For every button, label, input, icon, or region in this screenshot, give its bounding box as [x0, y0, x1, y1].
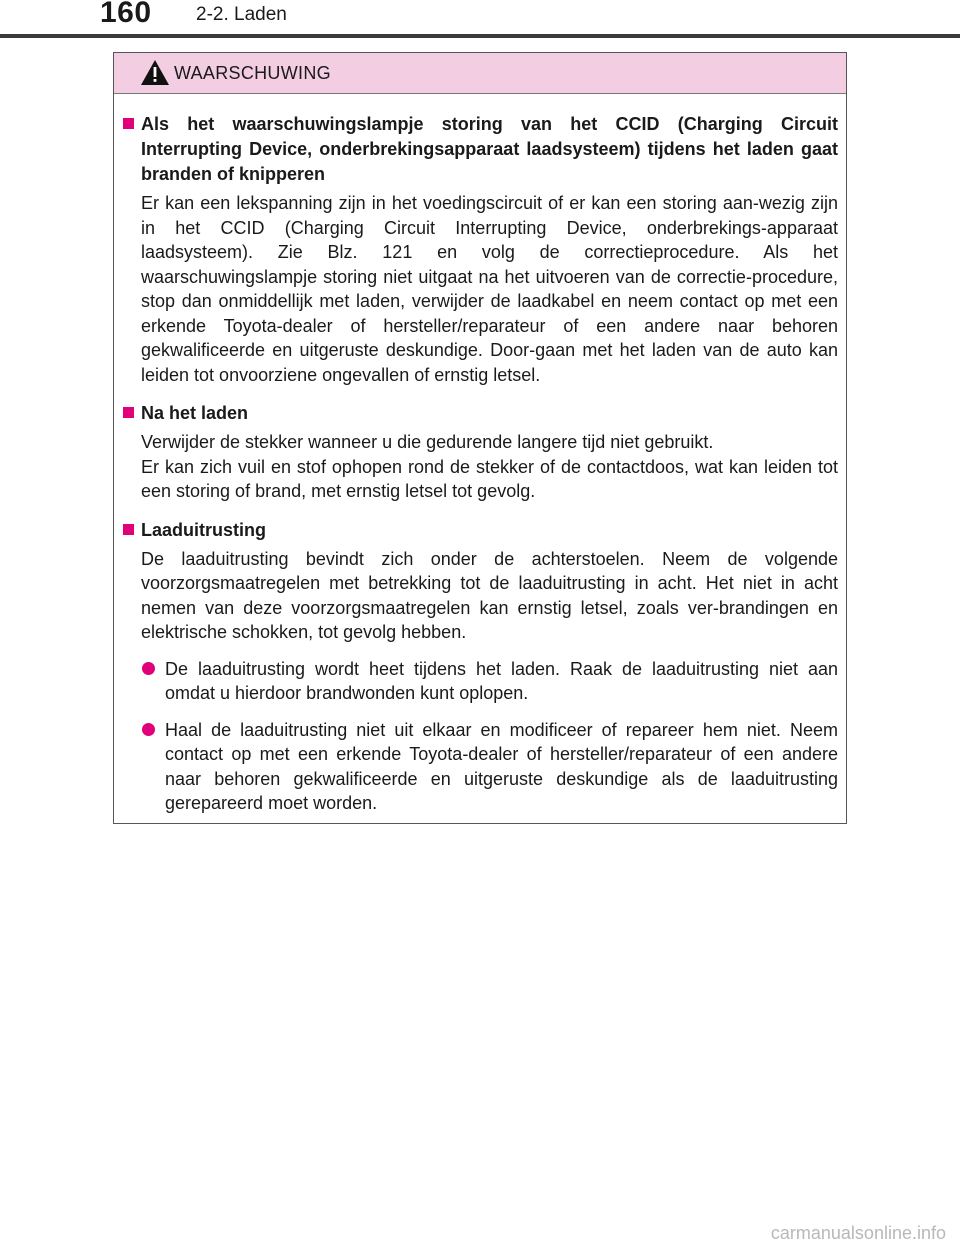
section-heading — [122, 401, 838, 426]
page-header — [0, 0, 960, 40]
watermark: carmanualsonline.info — [770, 1223, 946, 1243]
section-heading — [122, 112, 838, 187]
warning-box — [113, 52, 847, 824]
paragraph: Verwijder de stekker wanneer u die gedurende langere tijd niet gebruikt. — [141, 432, 714, 452]
section-after-charging — [122, 401, 838, 504]
warning-header — [114, 53, 846, 94]
section-charging-equipment — [122, 518, 838, 816]
dot-bullet-icon — [142, 723, 155, 736]
section-ccid-warning — [122, 112, 838, 387]
paragraph: Er kan zich vuil en stof ophopen rond de stekker of de contactdoos, wat kan leiden tot een storing of brand, met ernstig letsel tot gevolg. — [141, 456, 838, 501]
section-heading-text: Laaduitrusting — [141, 519, 266, 540]
section-title: 2-2. Laden — [196, 4, 287, 25]
warning-triangle-icon — [140, 59, 170, 86]
section-heading-text: Als het waarschuwingslampje storing van het CCID (Charging Circuit Interrupting Device, onderbrekingsapparaat laadsysteem) tijdens het laden gaat branden of knipperen — [141, 114, 838, 184]
paragraph: Er kan een lekspanning zijn in het voedingscircuit of er kan een storing aan-wezig zijn in het CCID (Charging Circuit Interrupting Device, onderbrekings-apparaat laadsysteem). Zie Blz. 121 en volg de correctieprocedure. Als het waarschuwingslampje storing niet uitgaat na het uitvoeren van de correctie-procedure, stop dan onmiddellijk met laden, verwijder de laadkabel en neem contact op met een erkende Toyota-dealer of hersteller/reparateur of een andere naar behoren gekwalificeerde en uitgeruste deskundige. Door-gaan met het laden van de auto kan leiden tot onvoorziene ongevallen of ernstig letsel. — [141, 193, 838, 385]
square-bullet-icon — [123, 407, 134, 418]
paragraph: De laaduitrusting bevindt zich onder de achterstoelen. Neem de volgende voorzorgsmaatregelen met betrekking tot de laaduitrusting in acht. Het niet in acht nemen van deze voorzorgsmaatregelen kan ernstig letsel, zoals ver-brandingen en elektrische schokken, tot gevolg hebben. — [141, 548, 838, 642]
warning-body — [114, 94, 846, 816]
header-rule — [0, 34, 960, 38]
dot-bullet-icon — [142, 662, 155, 675]
bullet-text: De laaduitrusting wordt heet tijdens het laden. Raak de laaduitrusting niet aan omdat u hierdoor brandwonden kunt oplopen. — [165, 658, 838, 703]
bullet-text: Haal de laaduitrusting niet uit elkaar en modificeer of repareer hem niet. Neem contact op met een erkende Toyota-dealer of hersteller/reparateur of een andere naar behoren gekwalificeerde en uitgeruste deskundige als de laaduitrusting gerepareerd moet worden. — [165, 719, 838, 813]
bullet-item — [122, 657, 838, 706]
bullet-item — [122, 718, 838, 816]
page-number: 160 — [100, 0, 152, 29]
section-heading — [122, 518, 838, 543]
warning-title: WAARSCHUWING — [174, 63, 331, 83]
section-heading-text: Na het laden — [141, 403, 249, 423]
square-bullet-icon — [123, 524, 134, 535]
square-bullet-icon — [123, 118, 134, 129]
